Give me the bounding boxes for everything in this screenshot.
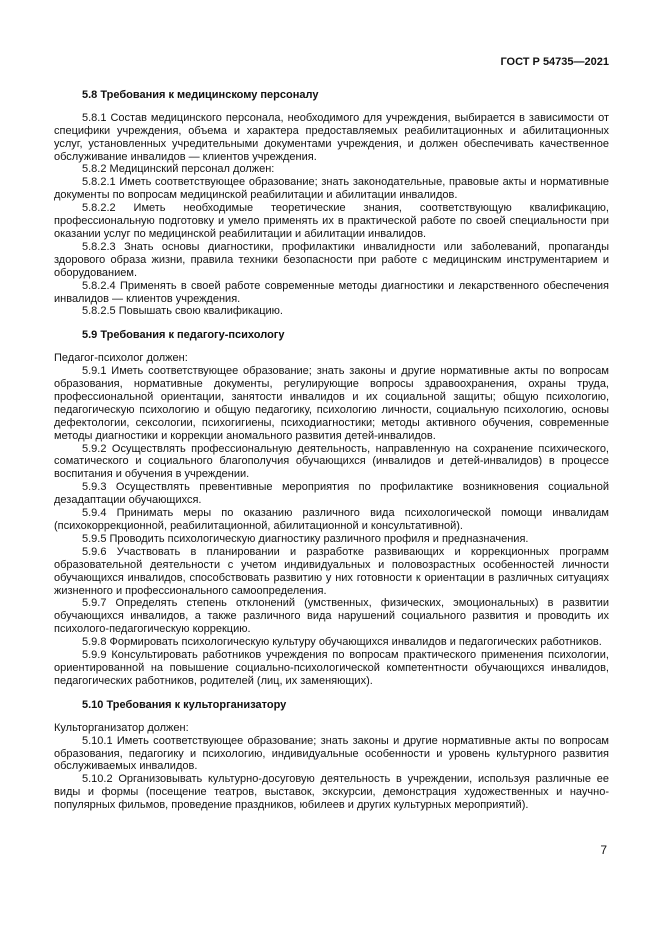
body-paragraph: 5.9.8 Формировать психологическую культуру обучающихся инвалидов и педагогических работников. [82,636,602,649]
document-number-header: ГОСТ Р 54735—2021 [500,56,609,68]
document-section [54,89,609,318]
body-paragraph: 5.9.9 Консультировать работников учреждения по вопросам практического применения психологии, ориентированной на повышение социально-психологической компетентности обучающихся инвалидов, педагогических работников, родителей (лиц, их заменяющих). [54,649,609,687]
body-paragraph: 5.8.2.1 Иметь соответствующее образование; знать законодательные, правовые акты и нормативные документы по вопросам медицинской реабилитации и абилитации инвалидов. [54,176,609,202]
body-paragraph: 5.9.7 Определять степень отклонений (умственных, физических, эмоциональных) в развитии обучающихся инвалидов, а также различного вида нарушений социального развития и проводить их психолого-педагогическую коррекцию. [54,597,609,636]
body-paragraph: 5.9.2 Осуществлять профессиональную деятельность, направленную на сохранение психического, соматического и социального благополучия обучающихся (инвалидов и детей-инвалидов) в процессе воспитания и обучения в учреждении. [54,442,609,481]
document-section [54,329,609,687]
body-paragraph: 5.9.1 Иметь соответствующее образование; знать законы и другие нормативные акты по вопросам образования, нормативные документы, регулирующие вопросы здравоохранения, охраны труда, профессиональной ориентации, занятости инвалидов и их социальной защиты; общую психологию, педагогическую психологию и общую педагогику, психологию личности, социальную психологию, основы дефектологии, сексологии, психогигиены, психодиагностики; методы активного обучения, современные методы диагностики и коррекции аномального развития детей-инвалидов. [54,365,609,442]
body-paragraph: 5.8.2.3 Знать основы диагностики, профилактики инвалидности или заболеваний, пропаганды здорового образа жизни, правила техники безопасности при работе с медицинским инструментарием и оборудованием. [54,240,609,279]
body-paragraph: 5.9.6 Участвовать в планировании и разработке развивающих и коррекционных программ образовательной деятельности с учетом индивидуальных и половозрастных особенностей личности обучающихся инвалидов, способствовать развитию у них готовности к ориентации в различных ситуациях жизненного и профессионального самоопределения. [54,545,609,597]
body-paragraph: 5.9.4 Принимать меры по оказанию различного вида психологической помощи инвалидам (психокоррекционной, реабилитационной, абилитационной и консультативной). [54,507,609,532]
lead-paragraph: Педагог-психолог должен: [54,352,188,365]
lead-paragraph: Культорганизатор должен: [54,721,189,734]
document-body [54,89,609,812]
section-heading: 5.9 Требования к педагогу-психологу [82,329,285,342]
section-heading: 5.10 Требования к культорганизатору [82,698,287,711]
document-section [54,699,609,812]
body-paragraph: 5.8.2.4 Применять в своей работе современные методы диагностики и лекарственного обеспечения инвалидов — клиентов учреждения. [54,279,609,305]
body-paragraph: 5.8.1 Состав медицинского персонала, необходимого для учреждения, выбирается в зависимости от специфики учреждения, объема и характера предоставляемых реабилитационных и абилитационных услуг, установленных учредительными документами учреждения, и должен обеспечивать качественное обслуживание инвалидов — клиентов учреждения. [54,111,609,163]
body-paragraph: 5.10.2 Организовывать культурно-досуговую деятельность в учреждении, используя различные ее виды и формы (посещение театров, выставок, экскурсии, демонстрация художественных и научно-популярных фильмов, проведение праздников, юбилеев и других культурных мероприятий). [54,773,609,812]
section-heading: 5.8 Требования к медицинскому персоналу [82,88,319,101]
body-paragraph: 5.9.5 Проводить психологическую диагностику различного профиля и предназначения. [82,532,529,545]
body-paragraph: 5.8.2.2 Иметь необходимые теоретические знания, соответствующую квалификацию, профессиональную подготовку и умело применять их в практической работе по своей специальности при оказании услуг по медицинской реабилитации и абилитации инвалидов. [54,202,609,240]
body-paragraph: 5.8.2.5 Повышать свою квалификацию. [82,305,283,318]
body-paragraph: 5.9.3 Осуществлять превентивные мероприятия по профилактике возникновения социальной дезадаптации обучающихся. [54,481,609,507]
page-number: 7 [600,843,607,858]
body-paragraph: 5.10.1 Иметь соответствующее образование; знать законы и другие нормативные акты по вопросам образования, педагогику и психологию, индивидуальные особенности и уровень культурного развития обслуживаемых инвалидов. [54,734,609,773]
body-paragraph: 5.8.2 Медицинский персонал должен: [82,163,275,176]
